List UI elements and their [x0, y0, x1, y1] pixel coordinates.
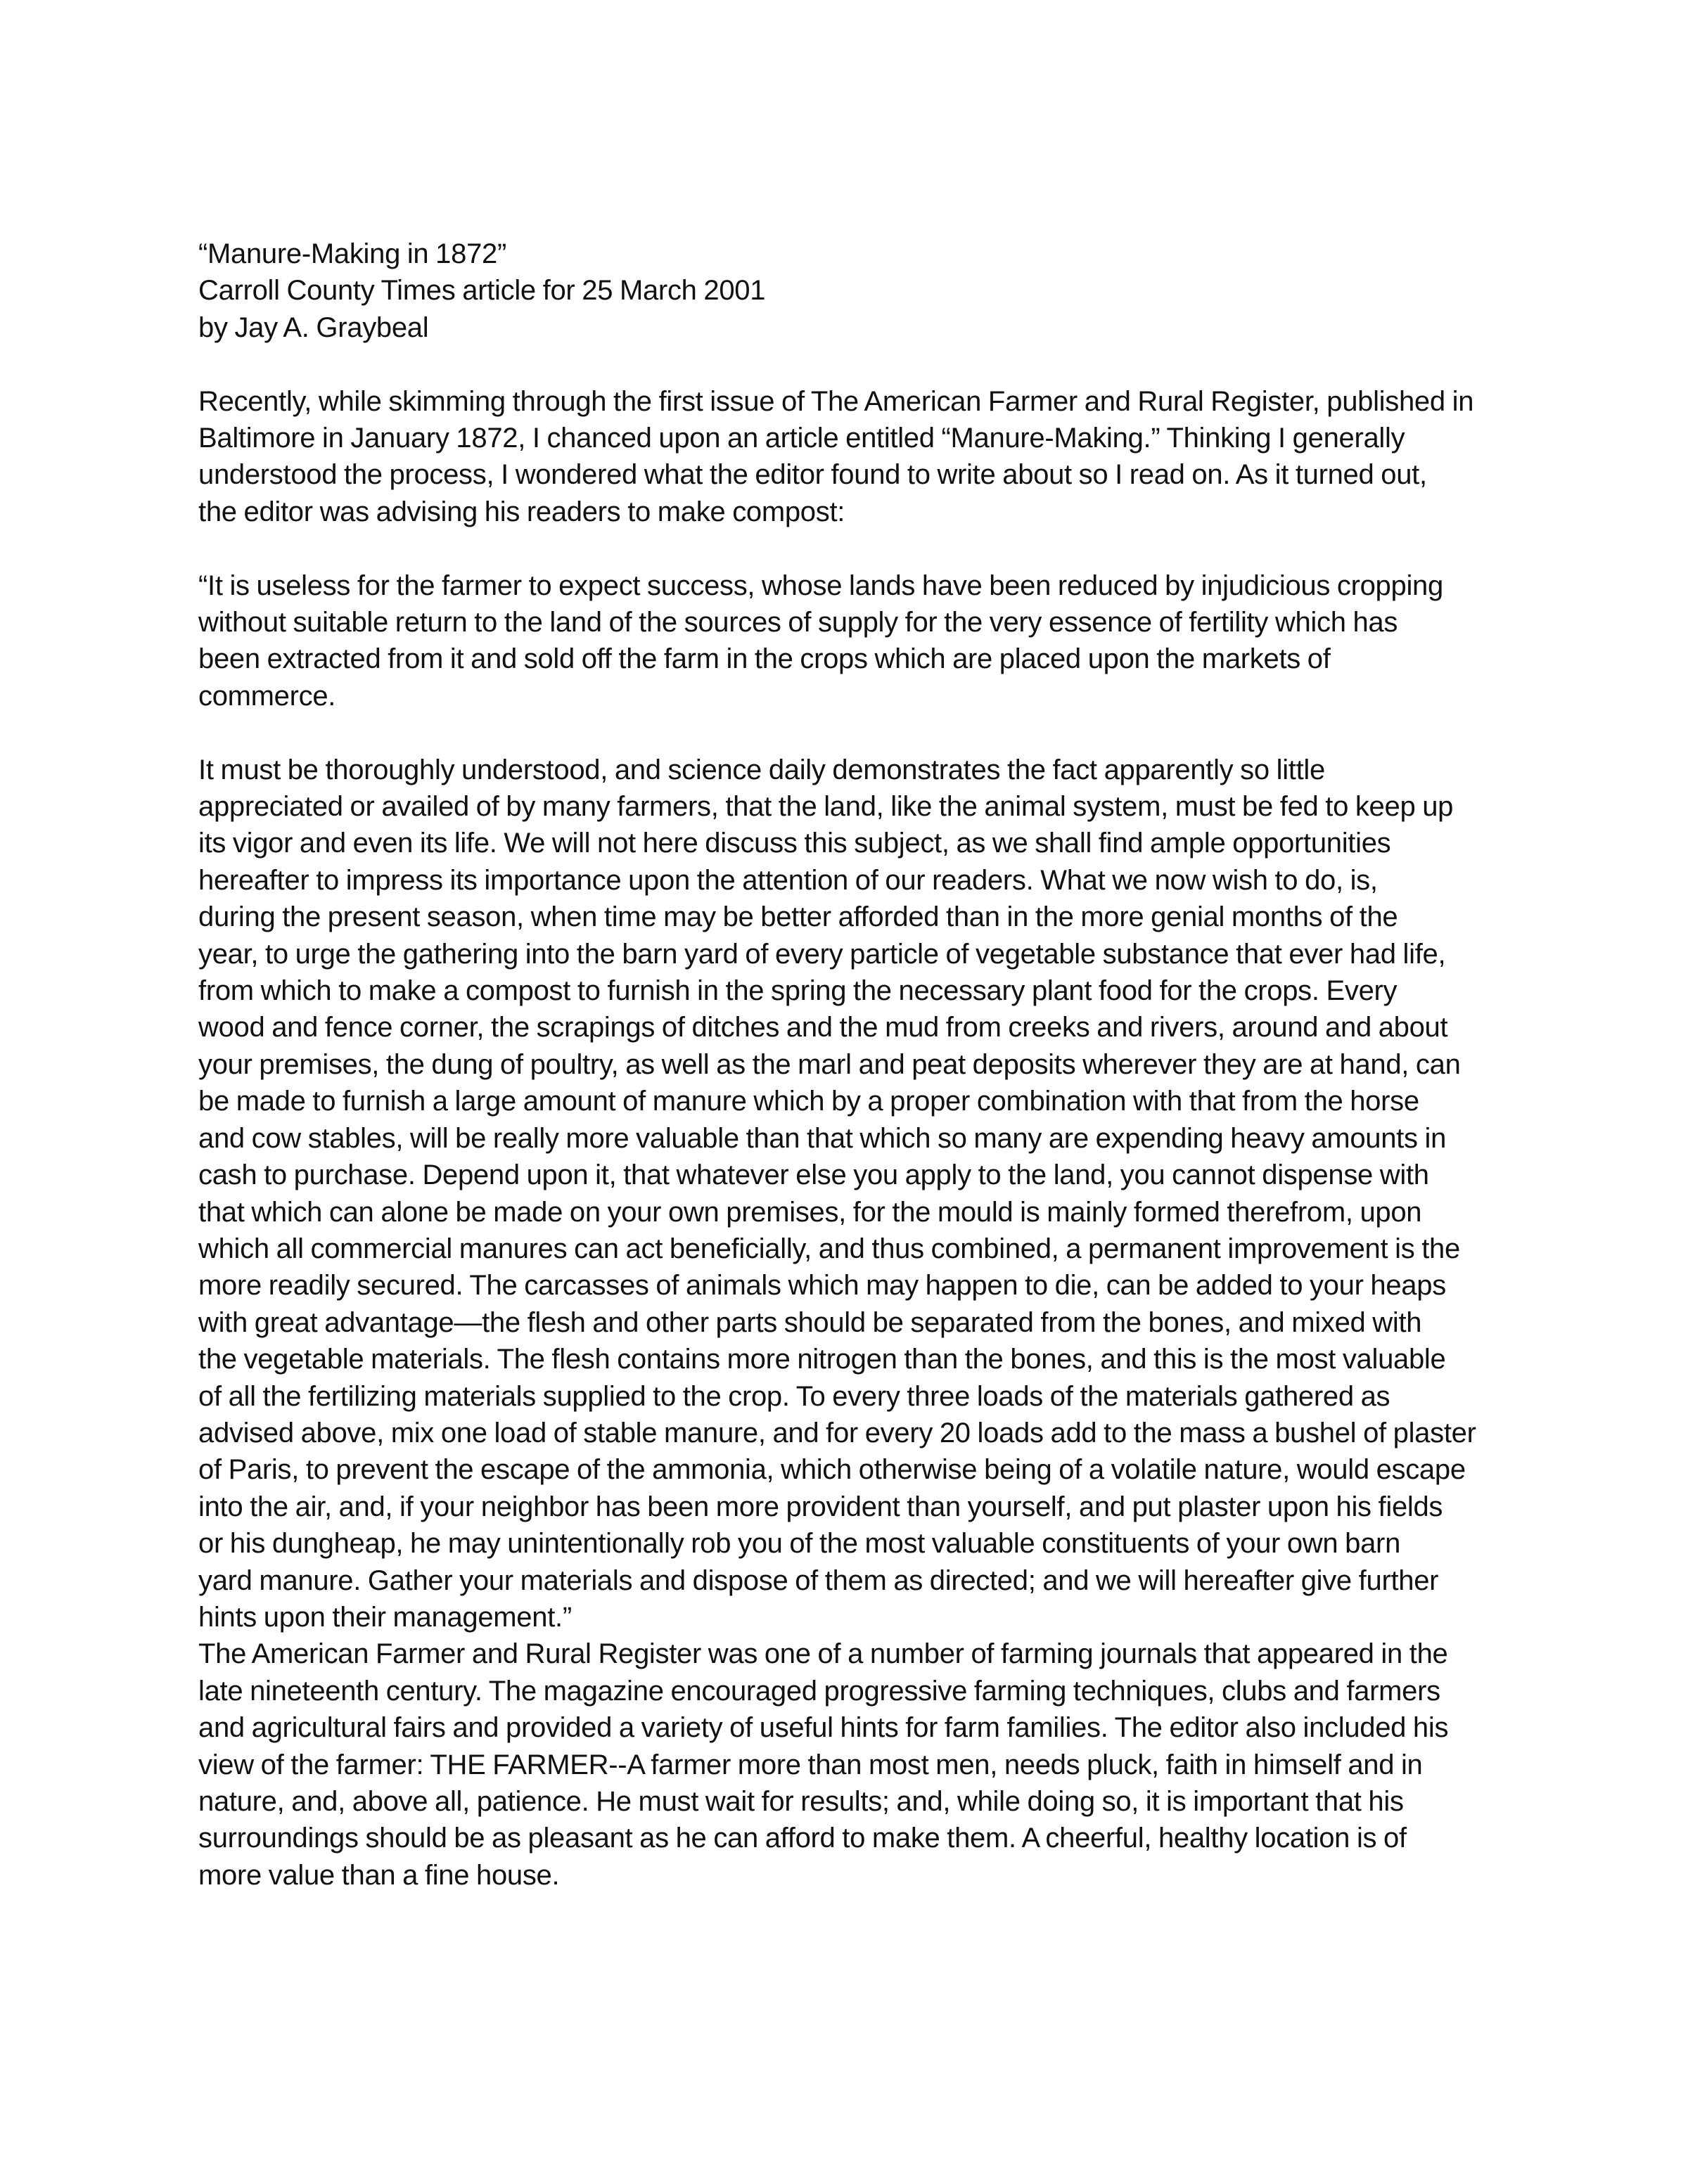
paragraph-gap	[198, 530, 1514, 567]
text-line: or his dungheap, he may unintentionally rob you of the most valuable constituents of your own barn	[198, 1528, 1401, 1560]
publication-line: Carroll County Times article for 25 March 2001	[198, 275, 766, 307]
article-header	[198, 236, 1514, 346]
text-line: been extracted from it and sold off the farm in the crops which are placed upon the markets of	[198, 643, 1331, 675]
text-line: understood the process, I wondered what the editor found to write about so I read on. As it turned out,	[198, 459, 1427, 491]
text-line: surroundings should be as pleasant as he can afford to make them. A cheerful, healthy location is of	[198, 1823, 1407, 1854]
text-line: more value than a fine house.	[198, 1859, 560, 1891]
text-line: your premises, the dung of poultry, as well as the marl and peat deposits wherever they are at hand, can	[198, 1048, 1461, 1080]
text-line: yard manure. Gather your materials and dispose of them as directed; and we will hereafter give further	[198, 1565, 1439, 1596]
text-line: into the air, and, if your neighbor has been more provident than yourself, and put plaster upon his fields	[198, 1491, 1443, 1522]
text-line: more readily secured. The carcasses of animals which may happen to die, can be added to your heaps	[198, 1270, 1446, 1302]
text-line: “It is useless for the farmer to expect success, whose lands have been reduced by injudicious cropping	[198, 570, 1443, 601]
paragraph	[198, 567, 1514, 715]
text-line: Baltimore in January 1872, I chanced upon an article entitled “Manure-Making.” Thinking I generally	[198, 423, 1405, 454]
byline: by Jay A. Graybeal	[198, 311, 429, 343]
text-line: commerce.	[198, 680, 336, 712]
text-line: cash to purchase. Depend upon it, that whatever else you apply to the land, you cannot dispense with	[198, 1160, 1429, 1191]
text-line: which all commercial manures can act beneficially, and thus combined, a permanent improvement is the	[198, 1233, 1460, 1264]
article-body	[198, 383, 1514, 1894]
text-line: its vigor and even its life. We will not here discuss this subject, as we shall find ample opportunities	[198, 828, 1391, 859]
text-line: from which to make a compost to furnish in the spring the necessary plant food for the crops. Every	[198, 975, 1398, 1007]
text-line: nature, and, above all, patience. He must wait for results; and, while doing so, it is important that his	[198, 1786, 1404, 1818]
text-line: of all the fertilizing materials supplied to the crop. To every three loads of the materials gathered as	[198, 1380, 1390, 1412]
text-line: wood and fence corner, the scrapings of ditches and the mud from creeks and rivers, around and about	[198, 1012, 1448, 1043]
text-line: view of the farmer: THE FARMER--A farmer more than most men, needs pluck, faith in himself and in	[198, 1749, 1423, 1780]
text-line: appreciated or availed of by many farmers, that the land, like the animal system, must be fed to keep up	[198, 791, 1454, 823]
paragraph-gap	[198, 346, 1514, 383]
text-line: year, to urge the gathering into the barn yard of every particle of vegetable substance that ever had life,	[198, 938, 1446, 970]
text-line: the vegetable materials. The flesh contains more nitrogen than the bones, and this is the most valuable	[198, 1344, 1446, 1375]
text-line: advised above, mix one load of stable manure, and for every 20 loads add to the mass a bushel of plaster	[198, 1417, 1476, 1448]
text-line: The American Farmer and Rural Register was one of a number of farming journals that appeared in the	[198, 1638, 1448, 1670]
text-line: be made to furnish a large amount of manure which by a proper combination with that from the horse	[198, 1086, 1419, 1117]
text-line: It must be thoroughly understood, and science daily demonstrates the fact apparently so little	[198, 754, 1325, 785]
text-line: during the present season, when time may be better afforded than in the more genial months of the	[198, 901, 1398, 933]
text-line: late nineteenth century. The magazine encouraged progressive farming techniques, clubs and farmers	[198, 1675, 1440, 1707]
paragraph	[198, 752, 1514, 1894]
text-line: that which can alone be made on your own premises, for the mould is mainly formed therefrom, upon	[198, 1196, 1422, 1228]
text-line: hereafter to impress its importance upon the attention of our readers. What we now wish to do, is,	[198, 864, 1378, 896]
document-page	[198, 236, 1514, 1894]
text-line: and agricultural fairs and provided a variety of useful hints for farm families. The editor also included his	[198, 1712, 1449, 1744]
text-line: the editor was advising his readers to make compost:	[198, 496, 845, 527]
paragraph	[198, 383, 1514, 531]
text-line: without suitable return to the land of the sources of supply for the very essence of fertility which has	[198, 607, 1398, 638]
text-line: and cow stables, will be really more valuable than that which so many are expending heavy amounts in	[198, 1122, 1447, 1154]
text-line: Recently, while skimming through the first issue of The American Farmer and Rural Register, published in	[198, 385, 1474, 417]
paragraph-gap	[198, 714, 1514, 751]
text-line: hints upon their management.”	[198, 1601, 572, 1633]
article-title: “Manure-Making in 1872”	[198, 238, 506, 269]
text-line: of Paris, to prevent the escape of the ammonia, which otherwise being of a volatile nature, would escape	[198, 1454, 1466, 1486]
text-line: with great advantage—the flesh and other parts should be separated from the bones, and mixed with	[198, 1306, 1422, 1338]
